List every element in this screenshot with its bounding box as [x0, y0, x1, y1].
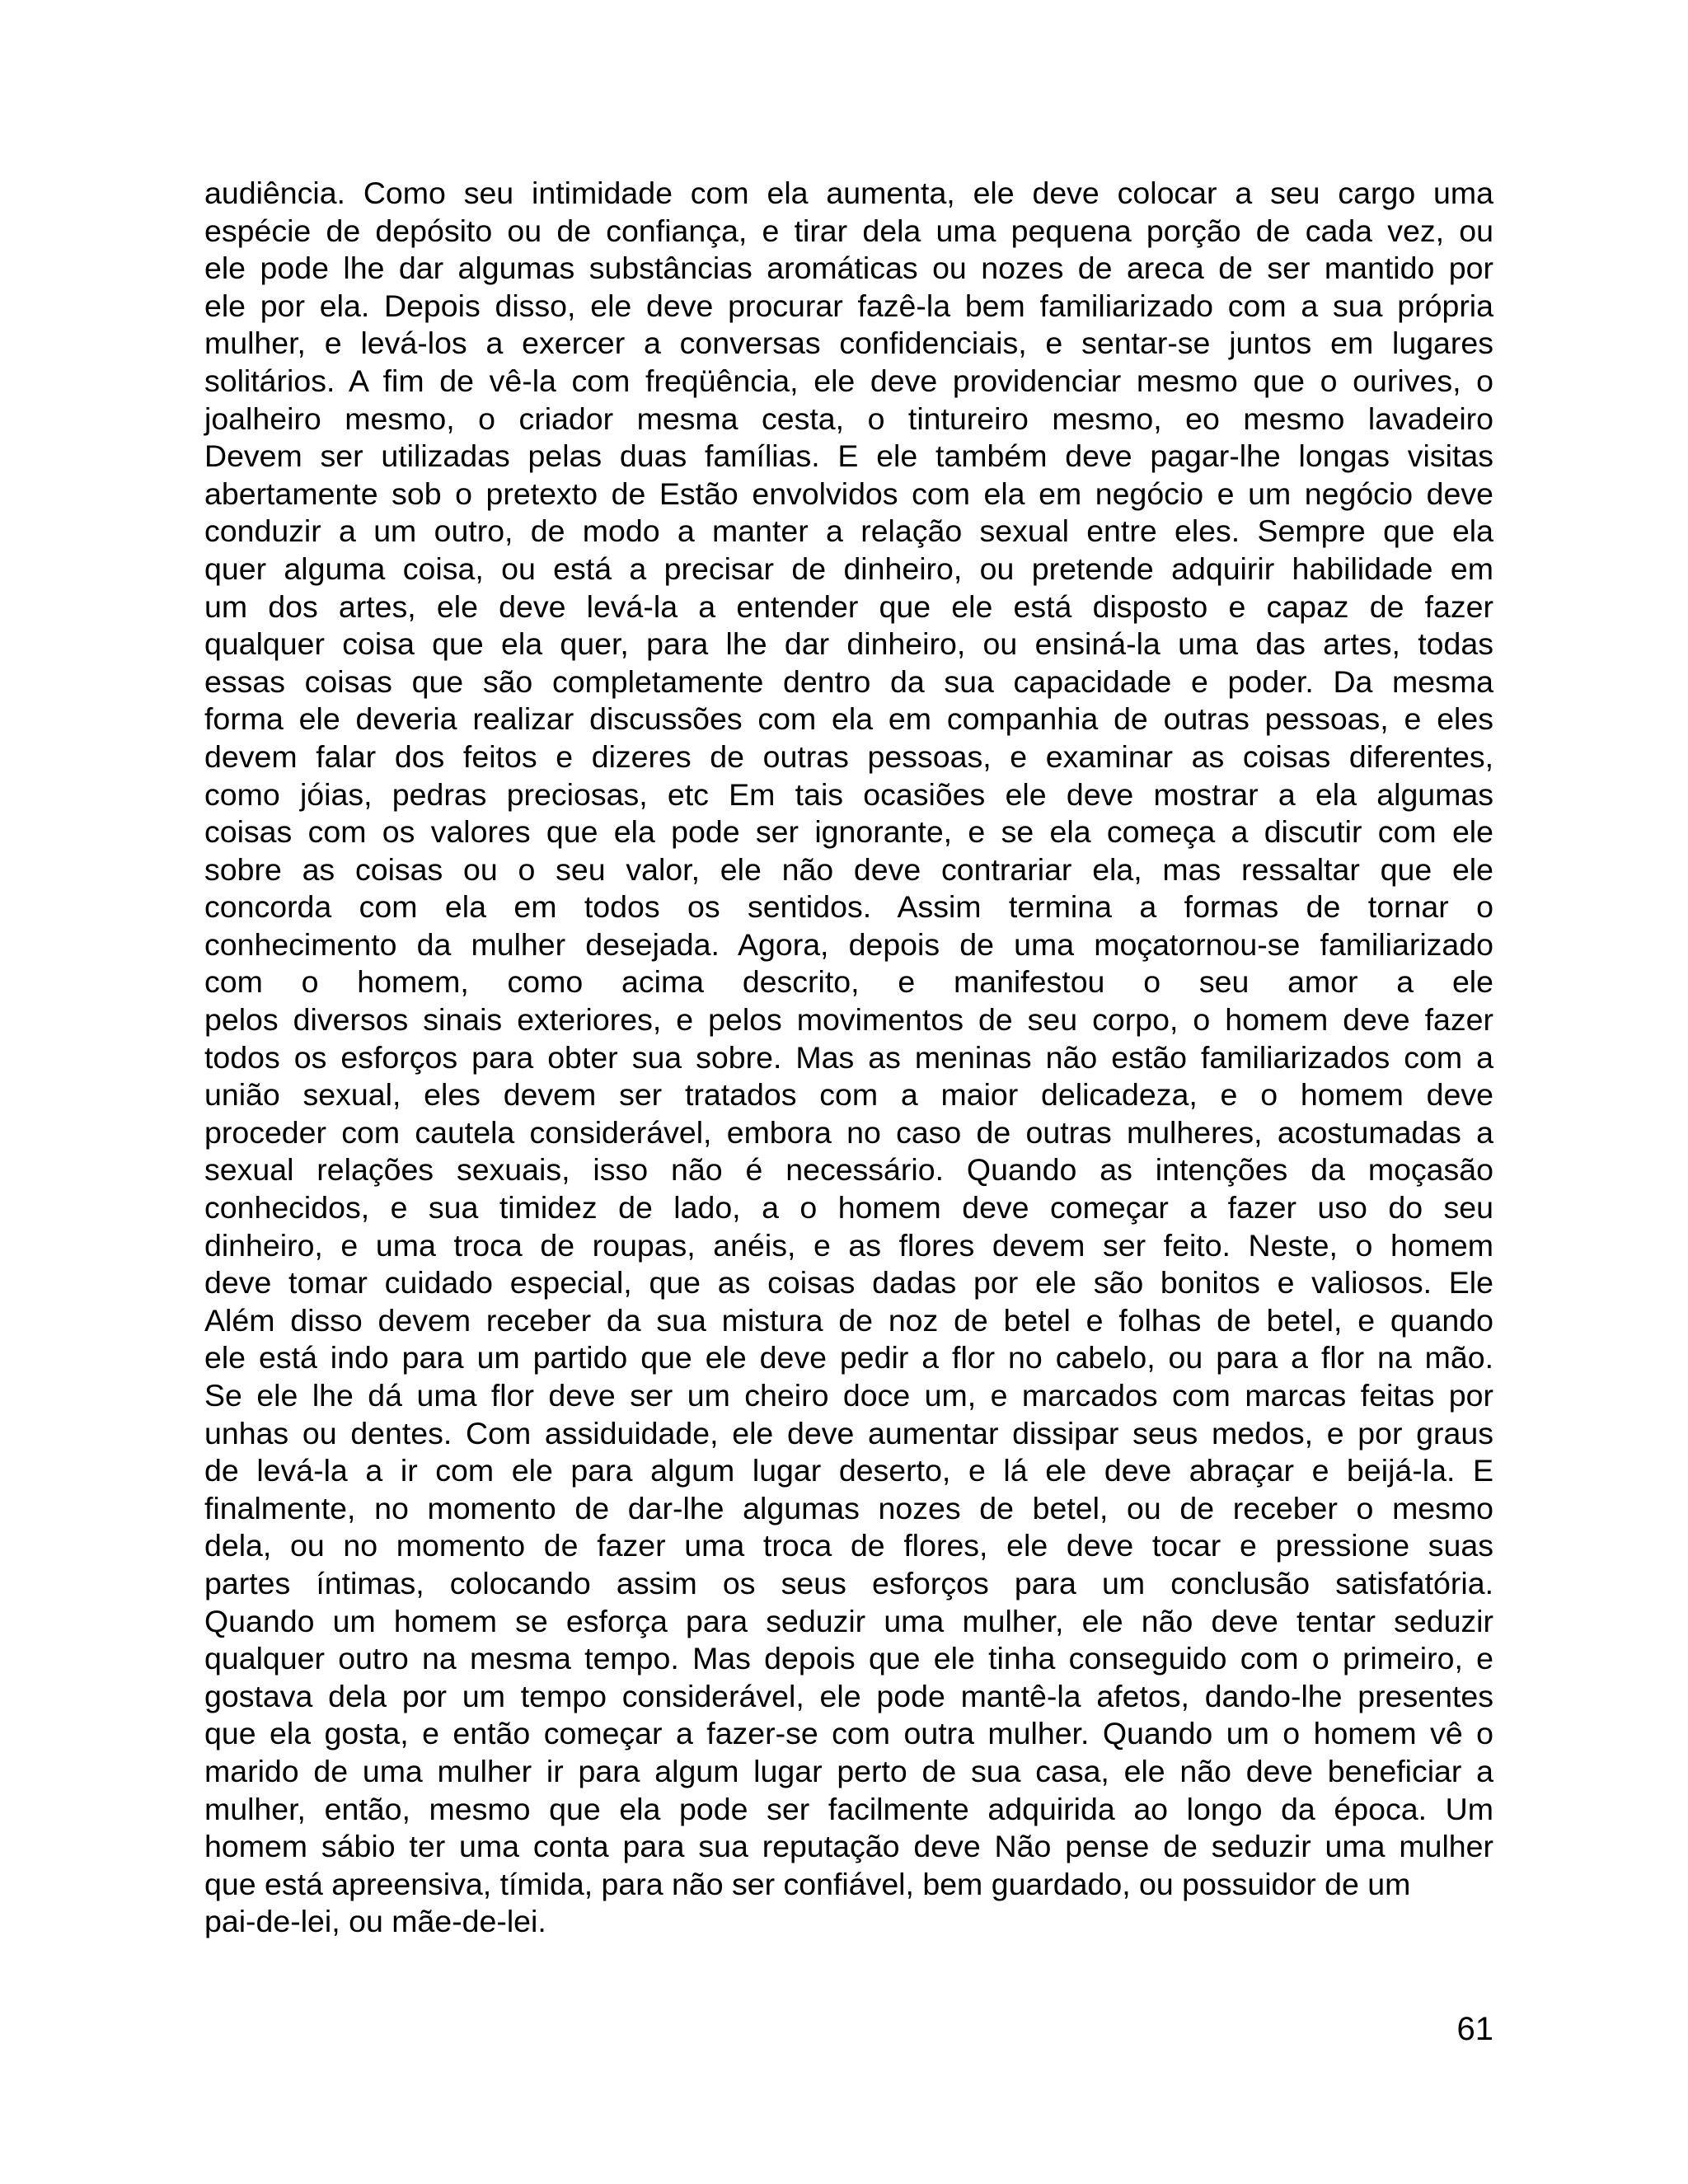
body-text [204, 175, 1493, 1941]
text-line: sobre as coisas ou o seu valor, ele não deve contrariar ela, mas ressaltar que ele [204, 851, 1493, 887]
text-line: Se ele lhe dá uma flor deve ser um cheiro doce um, e marcados com marcas feitas por [204, 1378, 1493, 1413]
text-line: unhas ou dentes. Com assiduidade, ele deve aumentar dissipar seus medos, e por graus [204, 1415, 1493, 1451]
text-line: dela, ou no momento de fazer uma troca de flores, ele deve tocar e pressione suas [204, 1528, 1493, 1563]
text-line: concorda com ela em todos os sentidos. Assim termina a formas de tornar o [204, 889, 1493, 925]
page-number: 61 [1456, 2011, 1493, 2047]
text-line: deve tomar cuidado especial, que as coisas dadas por ele são bonitos e valiosos. Ele [204, 1265, 1493, 1301]
text-line: quer alguma coisa, ou está a precisar de dinheiro, ou pretende adquirir habilidade em [204, 551, 1493, 586]
text-line: conhecimento da mulher desejada. Agora, depois de uma moçatornou-se familiarizado [204, 926, 1493, 962]
text-line: audiência. Como seu intimidade com ela aumenta, ele deve colocar a seu cargo uma [204, 176, 1493, 210]
text-line: essas coisas que são completamente dentro da sua capacidade e poder. Da mesma [204, 663, 1493, 699]
text-line: ele está indo para um partido que ele deve pedir a flor no cabelo, ou para a flor na mão. [204, 1340, 1493, 1376]
text-line: Quando um homem se esforça para seduzir uma mulher, ele não deve tentar seduzir [204, 1603, 1493, 1638]
text-line: Além disso devem receber da sua mistura de noz de betel e folhas de betel, e quando [204, 1302, 1493, 1338]
text-line: todos os esforços para obter sua sobre. Mas as meninas não estão familiarizados com a [204, 1039, 1493, 1075]
text-line: de levá-la a ir com ele para algum lugar deserto, e lá ele deve abraçar e beijá-la. E [204, 1453, 1493, 1488]
text-line: mulher, e levá-los a exercer a conversas confidenciais, e sentar-se juntos em lugares [204, 326, 1493, 361]
text-line: qualquer outro na mesma tempo. Mas depois que ele tinha conseguido com o primeiro, e [204, 1641, 1493, 1676]
text-line: qualquer coisa que ela quer, para lhe dar dinheiro, ou ensiná-la uma das artes, todas [204, 626, 1493, 662]
text-line: mulher, então, mesmo que ela pode ser facilmente adquirida ao longo da época. Um [204, 1791, 1493, 1826]
text-line: conduzir a um outro, de modo a manter a relação sexual entre eles. Sempre que ela [204, 513, 1493, 549]
text-line: com o homem, como acima descrito, e manifestou o seu amor a ele [204, 964, 1493, 1000]
text-line: devem falar dos feitos e dizeres de outras pessoas, e examinar as coisas diferentes, [204, 738, 1493, 774]
text-line: espécie de depósito ou de confiança, e tirar dela uma pequena porção de cada vez, ou [204, 213, 1493, 248]
text-line: como jóias, pedras preciosas, etc Em tais ocasiões ele deve mostrar a ela algumas [204, 776, 1493, 812]
text-line: que ela gosta, e então começar a fazer-se com outra mulher. Quando um o homem vê o [204, 1716, 1493, 1751]
text-line: partes íntimas, colocando assim os seus esforços para um conclusão satisfatória. [204, 1565, 1493, 1601]
text-line: coisas com os valores que ela pode ser ignorante, e se ela começa a discutir com ele [204, 814, 1493, 850]
text-line: dinheiro, e uma troca de roupas, anéis, e as flores devem ser feito. Neste, o homem [204, 1227, 1493, 1263]
text-line: sexual relações sexuais, isso não é necessário. Quando as intenções da moçasão [204, 1152, 1493, 1188]
text-line: abertamente sob o pretexto de Estão envolvidos com ela em negócio e um negócio deve [204, 476, 1493, 511]
text-line: gostava dela por um tempo considerável, ele pode mantê-la afetos, dando-lhe presentes [204, 1678, 1493, 1713]
text-line: solitários. A fim de vê-la com freqüência, ele deve providenciar mesmo que o ourives, o [204, 363, 1493, 398]
text-line: pelos diversos sinais exteriores, e pelos movimentos de seu corpo, o homem deve fazer [204, 1002, 1493, 1038]
text-line: união sexual, eles devem ser tratados com a maior delicadeza, e o homem deve [204, 1077, 1493, 1113]
text-line: pai-de-lei, ou mãe-de-lei. [204, 1904, 546, 1939]
text-line: um dos artes, ele deve levá-la a entender que ele está disposto e capaz de fazer [204, 588, 1493, 624]
text-line: finalmente, no momento de dar-lhe algumas nozes de betel, ou de receber o mesmo [204, 1490, 1493, 1526]
text-line: Devem ser utilizadas pelas duas famílias. E ele também deve pagar-lhe longas visitas [204, 438, 1493, 474]
text-line: conhecidos, e sua timidez de lado, a o homem deve começar a fazer uso do seu [204, 1190, 1493, 1226]
text-line: marido de uma mulher ir para algum lugar perto de sua casa, ele não deve beneficiar a [204, 1753, 1493, 1788]
text-line: ele pode lhe dar algumas substâncias aromáticas ou nozes de areca de ser mantido por [204, 251, 1493, 286]
text-line: que está apreensiva, tímida, para não ser confiável, bem guardado, ou possuidor de um [204, 1866, 1411, 1901]
text-line: homem sábio ter uma conta para sua reputação deve Não pense de seduzir uma mulher [204, 1829, 1493, 1864]
text-line: ele por ela. Depois disso, ele deve procurar fazê-la bem familiarizado com a sua própria [204, 288, 1493, 323]
text-line: proceder com cautela considerável, embora no caso de outras mulheres, acostumadas a [204, 1114, 1493, 1150]
text-line: joalheiro mesmo, o criador mesma cesta, o tintureiro mesmo, eo mesmo lavadeiro [204, 401, 1493, 436]
text-line: forma ele deveria realizar discussões com ela em companhia de outras pessoas, e eles [204, 701, 1493, 737]
